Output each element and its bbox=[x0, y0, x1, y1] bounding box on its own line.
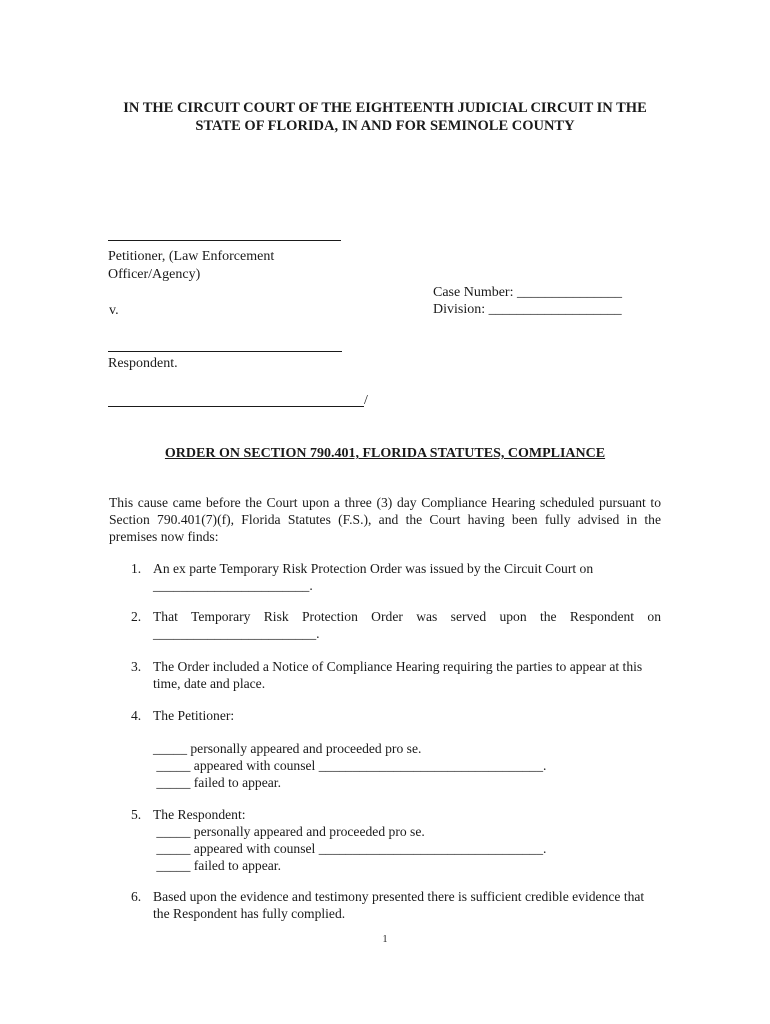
item-number: 1. bbox=[131, 561, 142, 576]
intro-line-1: This cause came before the Court upon a three (3) day Compliance Hearing scheduled pursuant to bbox=[109, 495, 661, 510]
item-number: 4. bbox=[131, 708, 142, 723]
item-number: 6. bbox=[131, 889, 142, 904]
item-number: 3. bbox=[131, 659, 142, 674]
item-number: 2. bbox=[131, 609, 142, 624]
item-text: That Temporary Risk Protection Order was served upon the Respondent on bbox=[153, 609, 661, 624]
page-number: 1 bbox=[382, 934, 388, 945]
intro-line-3: premises now finds: bbox=[109, 529, 219, 544]
versus-label: v. bbox=[109, 303, 119, 318]
respondent-option-failed-to-appear: _____ failed to appear. bbox=[153, 858, 281, 873]
respondent-option-appeared-pro-se: _____ personally appeared and proceeded pro se. bbox=[153, 824, 425, 839]
petitioner-label-1: Petitioner, (Law Enforcement bbox=[108, 249, 275, 264]
petitioner-label-2: Officer/Agency) bbox=[108, 267, 201, 282]
item-text: time, date and place. bbox=[153, 676, 266, 691]
item-text: The Respondent: bbox=[153, 807, 246, 822]
order-title: ORDER ON SECTION 790.401, FLORIDA STATUTES, COMPLIANCE bbox=[164, 446, 606, 461]
court-heading-line-1: IN THE CIRCUIT COURT OF THE EIGHTEENTH JUDICIAL CIRCUIT IN THE bbox=[123, 100, 647, 116]
court-heading-line-2: STATE OF FLORIDA, IN AND FOR SEMINOLE COUNTY bbox=[195, 118, 575, 134]
item-text: ________________________. bbox=[153, 626, 320, 641]
petitioner-option-appeared-pro-se: _____ personally appeared and proceeded pro se. bbox=[153, 741, 422, 756]
petitioner-option-failed-to-appear: _____ failed to appear. bbox=[153, 775, 281, 790]
court-heading bbox=[100, 99, 670, 135]
respondent-label: Respondent. bbox=[108, 356, 178, 371]
item-text: _______________________. bbox=[153, 578, 313, 593]
item-text: The Order included a Notice of Compliance Hearing requiring the parties to appear at this bbox=[153, 659, 643, 674]
division-field: Division: ___________________ bbox=[433, 302, 622, 317]
caption-closing-line bbox=[108, 406, 364, 407]
respondent-option-with-counsel: _____ appeared with counsel _________________________________. bbox=[153, 841, 547, 856]
item-text: The Petitioner: bbox=[153, 708, 235, 723]
item-text: Based upon the evidence and testimony presented there is sufficient credible evidence that bbox=[153, 889, 645, 904]
petitioner-option-with-counsel: _____ appeared with counsel _________________________________. bbox=[153, 758, 547, 773]
intro-line-2: Section 790.401(7)(f), Florida Statutes (F.S.), and the Court having been fully advised in the bbox=[109, 512, 661, 527]
item-text: An ex parte Temporary Risk Protection Order was issued by the Circuit Court on bbox=[153, 561, 594, 576]
respondent-name-line bbox=[108, 351, 342, 352]
item-text: the Respondent has fully complied. bbox=[153, 906, 346, 921]
petitioner-name-line bbox=[108, 240, 341, 241]
intro-paragraph bbox=[109, 494, 661, 545]
caption-closing-slash: / bbox=[364, 393, 368, 408]
case-number-field: Case Number: _______________ bbox=[433, 285, 622, 300]
item-number: 5. bbox=[131, 807, 142, 822]
